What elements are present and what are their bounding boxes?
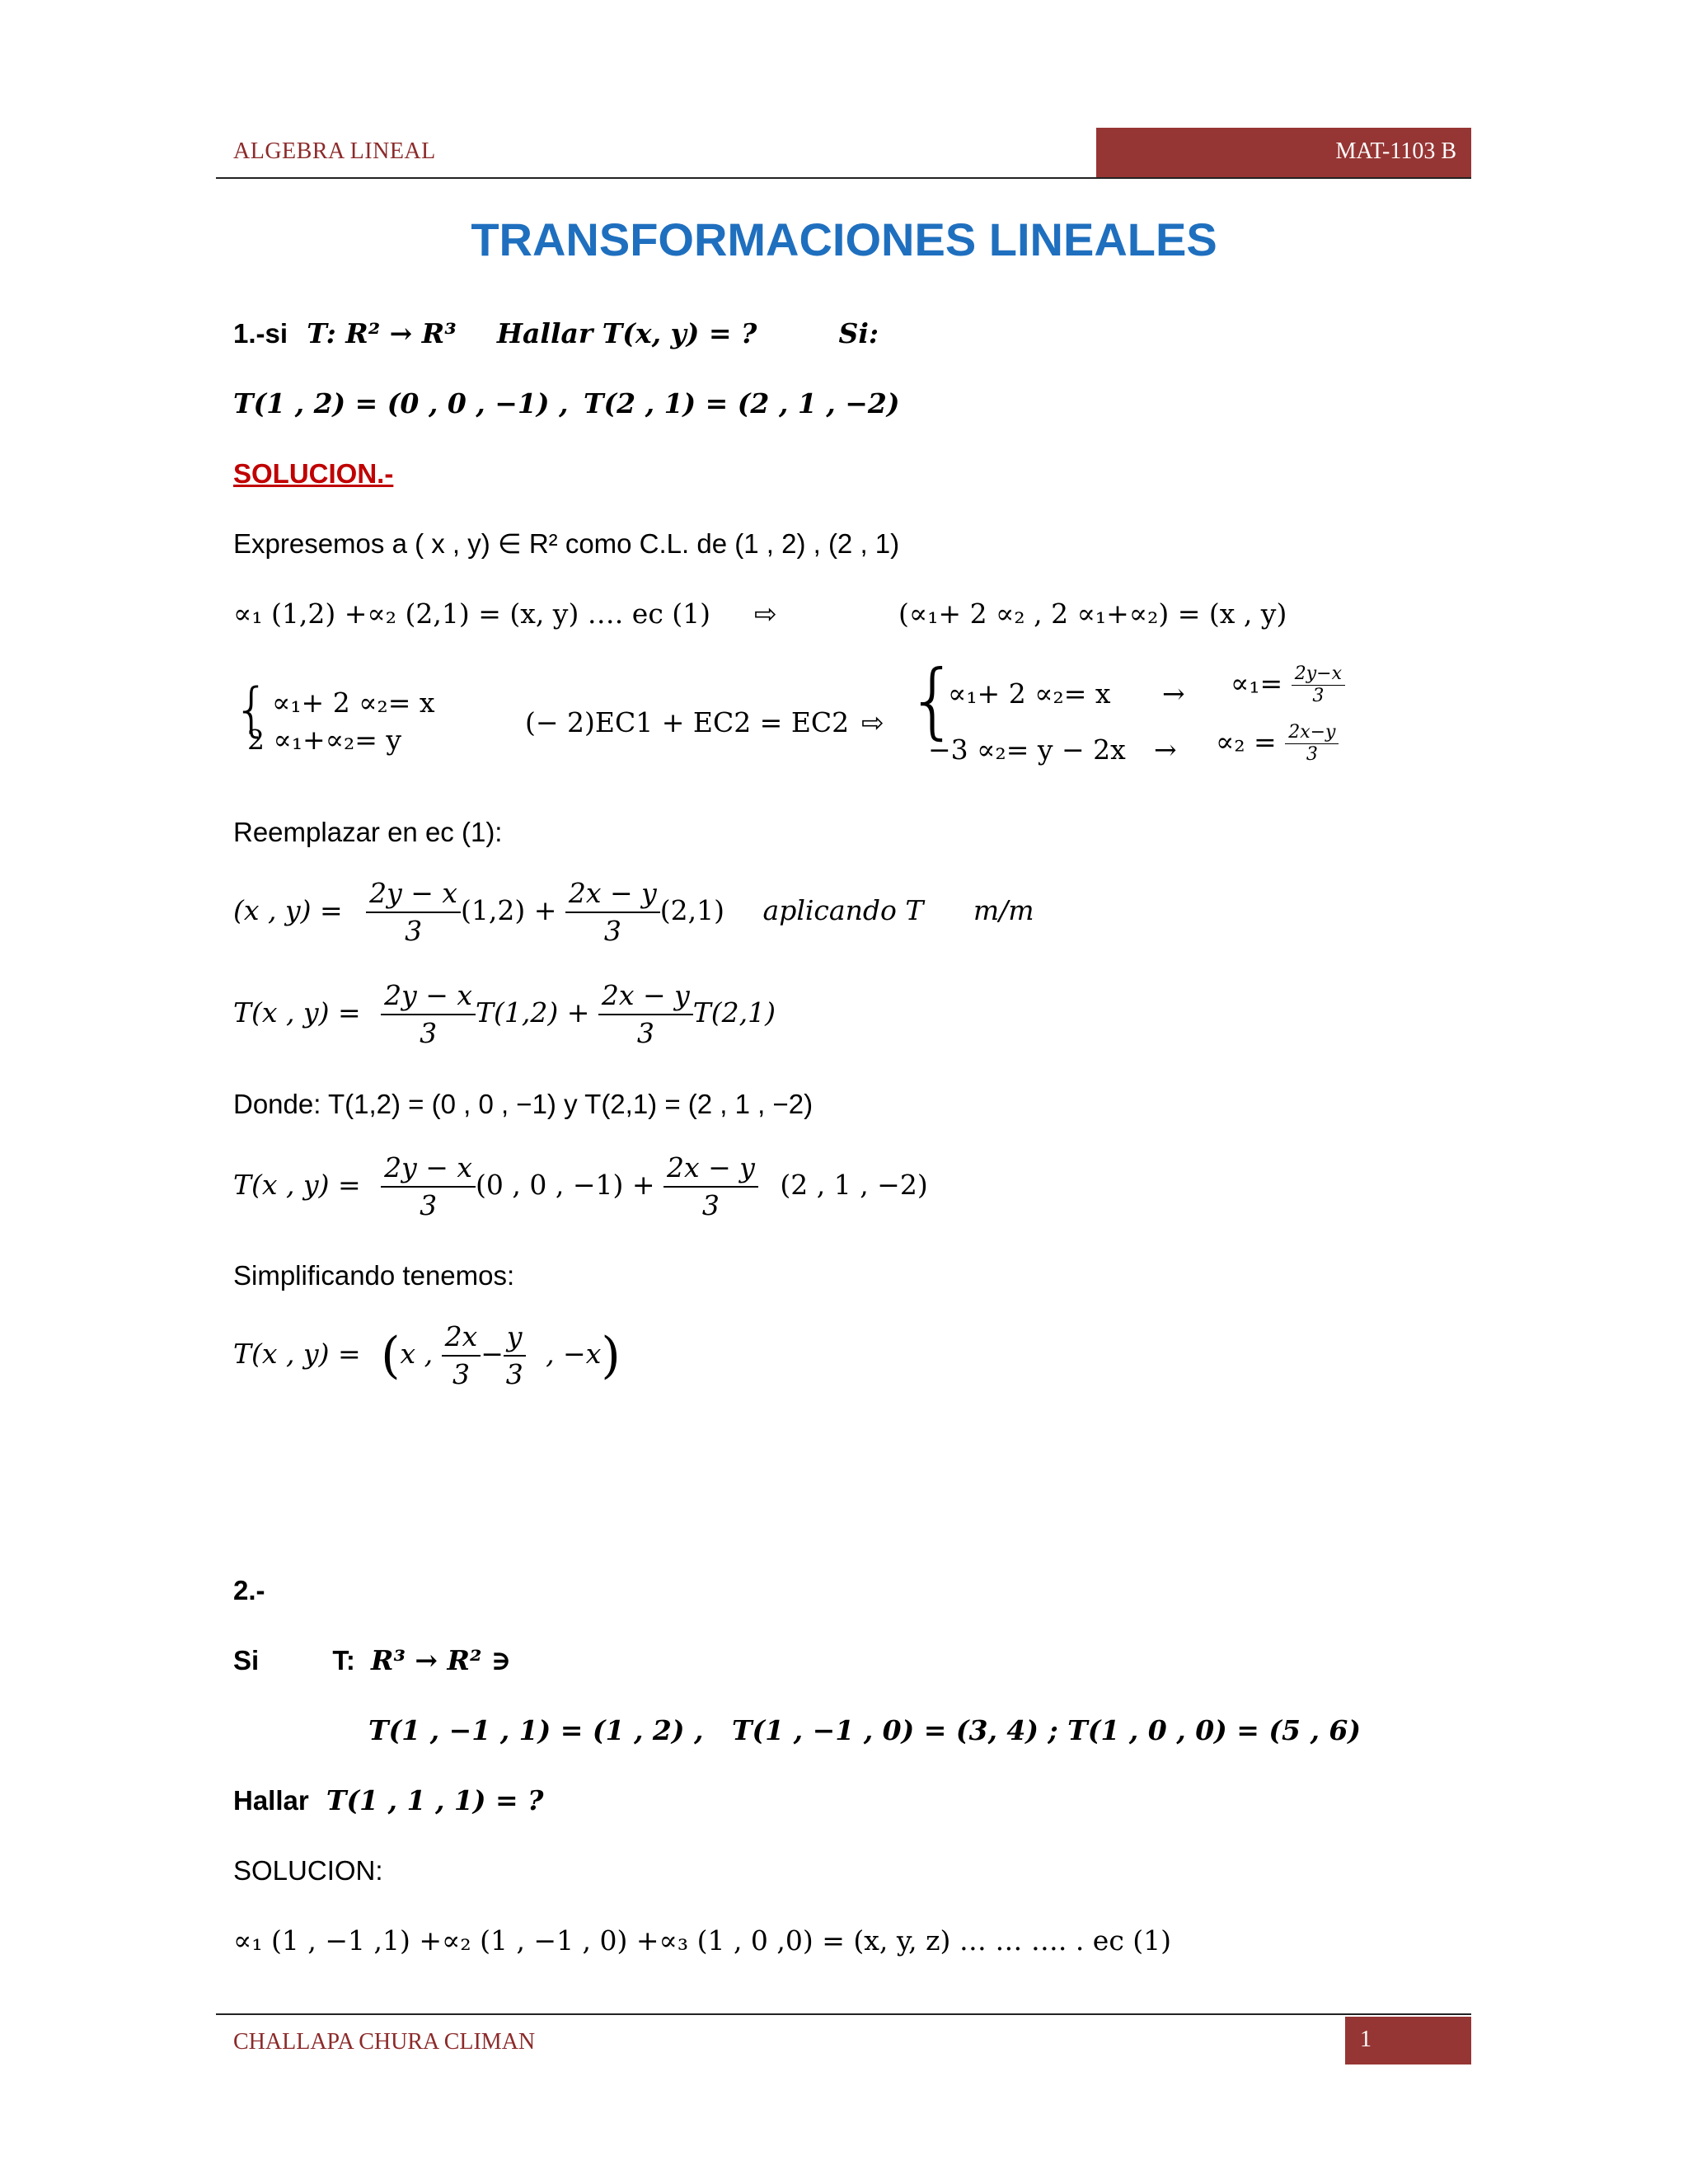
arrow-right-2: → [1154, 733, 1177, 766]
open-paren: ( [381, 1327, 401, 1385]
footer-page-bar [1345, 2017, 1471, 2064]
problem-1-given-2: T(2 , 1) = (2 , 1 , −2) [584, 387, 900, 419]
problem-2-equation: ∝₁ (1 , −1 ,1) +∝₂ (1 , −1 , 0) +∝₃ (1 , 0 ,0) = (x, y, z) … … …. . ec (1) [233, 1924, 1172, 1957]
alpha2-solution [1216, 722, 1339, 766]
row2-mid: T(1,2) + [476, 996, 590, 1029]
system-1-eq-b: 2 ∝₁+∝₂= y [247, 724, 402, 756]
row1-mm: m/m [973, 894, 1034, 926]
row1-frac-1-den: 3 [405, 915, 423, 947]
expansion-row-1 [233, 875, 1034, 949]
row3-mid: (0 , 0 , −1) + [476, 1169, 655, 1201]
donde-line: Donde: T(1,2) = (0 , 0 , −1) y T(2,1) = (2 , 1 , −2) [233, 1089, 814, 1119]
row1-frac-1 [366, 875, 461, 949]
header-course-title: ALGEBRA LINEAL [233, 138, 436, 164]
row2-frac-1-num: 2y − x [381, 977, 476, 1015]
close-paren: ) [601, 1327, 621, 1385]
row2-frac-1 [381, 977, 476, 1052]
row1-frac-2-den: 3 [603, 915, 621, 947]
alpha2-numerator: 2x−y [1285, 722, 1339, 744]
row2-frac-2-num: 2x − y [598, 977, 693, 1015]
system-2-eq-b: −3 ∝₂= y − 2x [928, 733, 1126, 766]
expansion-row-2 [233, 977, 776, 1052]
row2-end: T(2,1) [692, 996, 776, 1029]
problem-1-statement [233, 317, 879, 350]
problem-2-si: Si [233, 1645, 260, 1675]
row1-frac-2-num: 2x − y [565, 875, 660, 913]
page-title: TRANSFORMACIONES LINEALES [471, 213, 1217, 265]
system-2-eq-a: ∝₁+ 2 ∝₂= x [948, 677, 1111, 710]
row3-frac-1-num: 2y − x [381, 1150, 476, 1188]
problem-1-number: 1.-si [233, 318, 288, 349]
problem-2-hallar-expr: T(1 , 1 , 1) = ? [326, 1784, 544, 1816]
equation-ec1-expanded: (∝₁+ 2 ∝₂ , 2 ∝₁+∝₂) = (x , y) [898, 598, 1287, 630]
alpha1-denominator: 3 [1312, 686, 1325, 706]
result-row [233, 1319, 621, 1393]
problem-1-hallar: Hallar T(x, y) = ? [496, 317, 757, 349]
row3-lhs: T(x , y) = [233, 1169, 361, 1201]
problem-1-T: T [307, 317, 326, 349]
result-frac-2 [504, 1319, 526, 1393]
result-frac-1-den: 3 [452, 1358, 470, 1390]
arrow-right-1: → [1162, 677, 1185, 710]
alpha1-lhs: ∝₁= [1231, 667, 1283, 700]
problem-2-statement [233, 1644, 511, 1677]
row1-end: (2,1) [659, 894, 725, 926]
header-code-bar [1096, 128, 1471, 177]
expansion-row-3 [233, 1150, 928, 1224]
problem-1-mapping: : R² → R³ [326, 317, 457, 349]
problem-1-given-1: T(1 , 2) = (0 , 0 , −1) , [233, 387, 569, 419]
left-brace: { [233, 676, 270, 743]
left-brace-2: { [907, 652, 959, 748]
simplificando-text: Simplificando tenemos: [233, 1260, 515, 1291]
result-x: x , [400, 1338, 434, 1370]
footer-rule [216, 2013, 1471, 2015]
system-1-eq-a: ∝₁+ 2 ∝₂= x [272, 687, 435, 719]
header-rule [216, 177, 1471, 179]
row3-frac-2-num: 2x − y [663, 1150, 758, 1188]
result-end: , −x [546, 1338, 602, 1370]
implies-arrow-2: ⇨ [861, 707, 884, 738]
problem-2-hallar [233, 1784, 543, 1817]
result-lhs: T(x , y) = [233, 1338, 361, 1370]
result-frac-1 [442, 1319, 481, 1393]
result-minus: − [481, 1338, 504, 1370]
problem-1-solucion-heading: SOLUCION.- [233, 458, 394, 489]
reemplazar-text: Reemplazar en ec (1): [233, 817, 503, 847]
row2-frac-2 [598, 977, 693, 1052]
footer-author: CHALLAPA CHURA CLIMAN [233, 2029, 536, 2055]
problem-2-given-1: T(1 , −1 , 1) = (1 , 2) , [368, 1714, 704, 1746]
problem-2-given-2: T(1 , −1 , 0) = (3, 4) ; T(1 , 0 , 0) = (5 , 6) [732, 1714, 1362, 1746]
row2-frac-2-den: 3 [636, 1017, 654, 1049]
problem-2-hallar-label: Hallar [233, 1785, 309, 1816]
problem-1-expresemos: Expresemos a ( x , y) ∈ R² como C.L. de (1 , 2) , (2 , 1) [233, 528, 900, 559]
row1-mid: (1,2) + [461, 894, 557, 926]
problem-2-T: T: [332, 1645, 355, 1675]
result-frac-2-num: y [504, 1319, 526, 1357]
header-course-code: MAT-1103 B [1335, 138, 1456, 164]
implies-arrow: ⇨ [754, 598, 777, 629]
equation-ec1: ∝₁ (1,2) +∝₂ (2,1) = (x, y) …. ec (1) [233, 598, 711, 630]
alpha1-solution [1231, 663, 1345, 707]
row3-frac-1 [381, 1150, 476, 1224]
row3-frac-2-den: 3 [701, 1189, 720, 1221]
row1-frac-2 [565, 875, 660, 949]
alpha2-denominator: 3 [1306, 744, 1318, 765]
row3-frac-2 [663, 1150, 758, 1224]
alpha1-numerator: 2y−x [1292, 663, 1345, 686]
row1-frac-1-num: 2y − x [366, 875, 461, 913]
problem-2-mapping: R³ → R² ∋ [371, 1644, 512, 1676]
page-number: 1 [1360, 2027, 1372, 2052]
row2-lhs: T(x , y) = [233, 996, 361, 1029]
row3-end: (2 , 1 , −2) [780, 1169, 928, 1201]
result-frac-1-num: 2x [442, 1319, 481, 1357]
row1-aplicando: aplicando T [762, 894, 924, 926]
problem-1-si: Si: [838, 317, 879, 349]
problem-2-solucion: SOLUCION: [233, 1855, 383, 1886]
row1-lhs: (x , y) = [233, 894, 343, 926]
alpha2-fraction [1285, 722, 1339, 766]
row2-frac-1-den: 3 [420, 1017, 438, 1049]
alpha1-fraction [1292, 663, 1345, 707]
alpha2-lhs: ∝₂ = [1216, 725, 1277, 758]
row3-frac-1-den: 3 [420, 1189, 438, 1221]
row-operation: (− 2)EC1 + EC2 = EC2 [525, 706, 850, 738]
result-frac-2-den: 3 [505, 1358, 523, 1390]
problem-2-number: 2.- [233, 1575, 265, 1605]
